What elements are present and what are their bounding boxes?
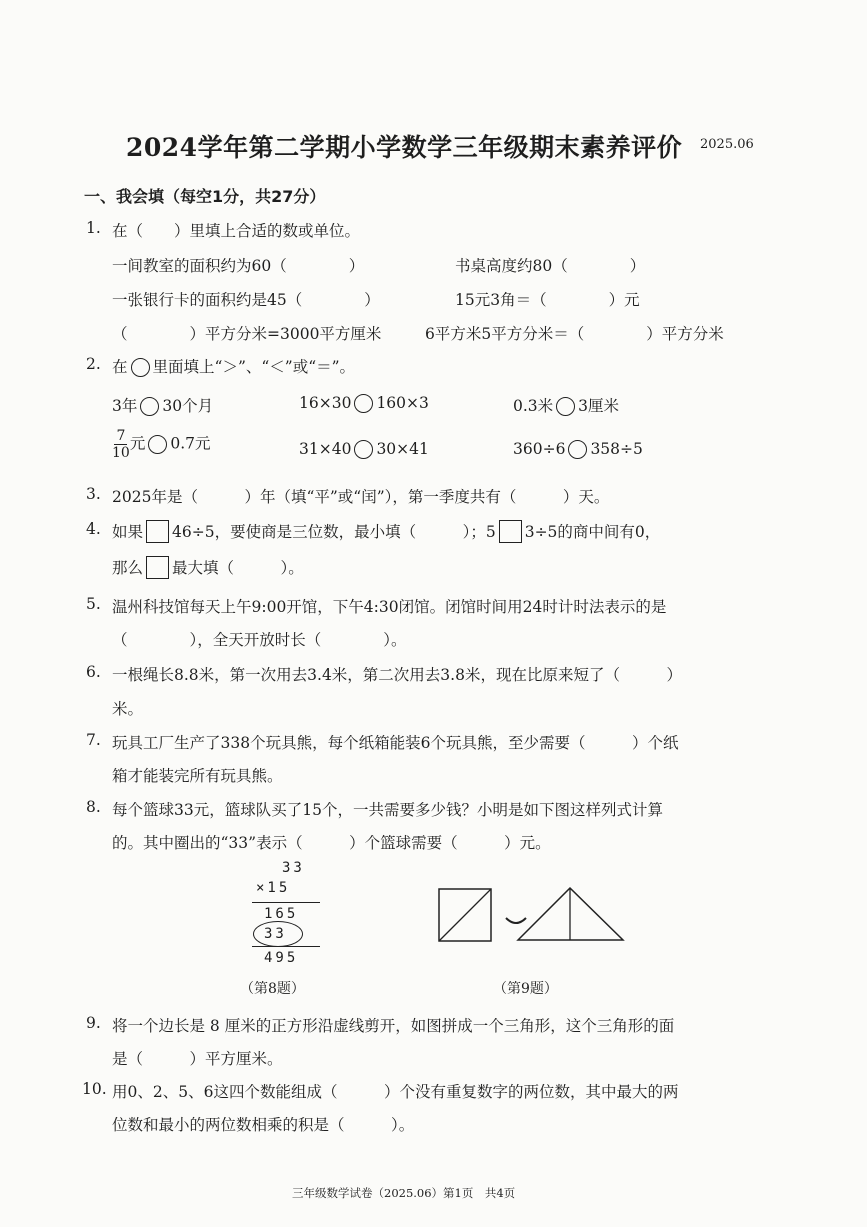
question-4-text-b: 46÷5，要使商是三位数，最小填（ ）；5 xyxy=(172,523,496,541)
question-1-item-b: 书桌高度约80（ ） xyxy=(455,257,646,275)
question-2-text xyxy=(112,355,355,377)
compare-e xyxy=(299,440,429,459)
fraction-seven-tenths xyxy=(112,428,130,461)
compare-b xyxy=(299,394,429,413)
blank-box-icon xyxy=(146,556,169,579)
compare-circle-icon xyxy=(148,435,167,454)
question-4-line-1 xyxy=(112,520,660,543)
question-10-line-1: 用0、2、5、6这四个数能组成（ ）个没有重复数字的两位数，其中最大的两 xyxy=(112,1083,679,1101)
question-7-number: 7. xyxy=(86,731,101,749)
question-8-line-1: 每个篮球33元，篮球队买了15个，一共需要多少钱？小明是如下图这样列式计算 xyxy=(112,801,663,819)
compare-e-left: 31×40 xyxy=(299,440,352,458)
question-4-line-2 xyxy=(112,556,304,579)
compare-circle-icon xyxy=(354,394,373,413)
question-5-line-2: （ ），全天开放时长（ ）。 xyxy=(112,631,407,649)
question-6-line-2: 米。 xyxy=(112,700,144,718)
calc-row-1: 33 xyxy=(282,860,305,876)
question-2-text-post: 里面填上“＞”、“＜”或“＝”。 xyxy=(152,358,356,376)
exam-date: 2025.06 xyxy=(700,137,754,152)
figure-8-caption: （第8题） xyxy=(240,981,305,997)
question-7-line-2: 箱才能装完所有玩具熊。 xyxy=(112,767,283,785)
question-4-text-d: 那么 xyxy=(112,559,144,577)
square-cut-line xyxy=(439,889,491,941)
compare-d-unit: 元 xyxy=(129,434,146,453)
question-8-number: 8. xyxy=(86,798,101,816)
question-5-line-1: 温州科技馆每天上午9:00开馆，下午4:30闭馆。闭馆时间用24时计时法表示的是 xyxy=(112,598,667,616)
compare-a-left: 3年 xyxy=(112,397,138,415)
question-2-text-pre: 在 xyxy=(112,358,128,376)
square-to-triangle-figure xyxy=(430,880,630,950)
question-4-text-a: 如果 xyxy=(112,523,144,541)
question-1-item-e: （ ）平方分米=3000平方厘米 xyxy=(112,325,382,343)
question-10-line-2: 位数和最小的两位数相乘的积是（ ）。 xyxy=(112,1116,415,1134)
multiplication-figure xyxy=(240,858,330,968)
question-8-line-2: 的。其中圈出的“33”表示（ ）个篮球需要（ ）元。 xyxy=(112,834,551,852)
question-1-text: 在（ ）里填上合适的数或单位。 xyxy=(112,222,361,240)
question-1-number: 1. xyxy=(86,219,101,237)
question-10-number: 10. xyxy=(82,1080,107,1098)
fraction-denominator: 10 xyxy=(112,445,130,462)
question-6-line-1: 一根绳长8.8米，第一次用去3.4米，第二次用去3.8米，现在比原来短了（ ） xyxy=(112,666,682,684)
compare-a xyxy=(112,394,213,416)
question-1-item-c: 一张银行卡的面积约是45（ ） xyxy=(112,291,380,309)
question-4-number: 4. xyxy=(86,520,101,538)
question-1-item-d: 15元3角＝（ ）元 xyxy=(455,291,640,309)
blank-box-icon xyxy=(499,520,522,543)
calc-line-1 xyxy=(252,902,320,903)
question-6-number: 6. xyxy=(86,663,101,681)
calc-row-5: 495 xyxy=(264,950,299,966)
question-4-text-c: 3÷5的商中间有0， xyxy=(524,523,661,541)
page-footer: 三年级数学试卷（2025.06）第1页 共4页 xyxy=(292,1186,516,1200)
question-5-number: 5. xyxy=(86,595,101,613)
calc-row-4: 33 xyxy=(264,926,287,942)
compare-c xyxy=(513,394,619,416)
page-title: 2024学年第二学期小学数学三年级期末素养评价 xyxy=(126,133,683,162)
calc-line-2 xyxy=(252,946,320,947)
question-7-line-1: 玩具工厂生产了338个玩具熊，每个纸箱能装6个玩具熊，至少需要（ ）个纸 xyxy=(112,734,679,752)
question-4-text-e: 最大填（ ）。 xyxy=(172,559,304,577)
question-1-item-a: 一间教室的面积约为60（ ） xyxy=(112,257,365,275)
figure-9-caption: （第9题） xyxy=(493,981,558,997)
compare-circle-icon xyxy=(568,440,587,459)
compare-d xyxy=(112,428,211,461)
question-2-number: 2. xyxy=(86,355,101,373)
compare-c-right: 3厘米 xyxy=(578,397,620,415)
question-9-number: 9. xyxy=(86,1014,101,1032)
compare-b-right: 160×3 xyxy=(376,394,429,412)
compare-circle-icon xyxy=(354,440,373,459)
calc-row-3: 165 xyxy=(264,906,299,922)
question-3-text: 2025年是（ ）年（填“平”或“闰”），第一季度共有（ ）天。 xyxy=(112,488,610,506)
transform-arc-icon xyxy=(506,918,526,923)
question-1-item-f: 6平方米5平方分米＝（ ）平方分米 xyxy=(425,325,724,343)
blank-box-icon xyxy=(146,520,169,543)
compare-f-left: 360÷6 xyxy=(513,440,566,458)
fraction-numerator: 7 xyxy=(116,428,126,444)
question-3-number: 3. xyxy=(86,485,101,503)
compare-a-right: 30个月 xyxy=(162,397,214,415)
compare-f xyxy=(513,440,643,459)
question-9-line-1: 将一个边长是 8 厘米的正方形沿虚线剪开，如图拼成一个三角形，这个三角形的面 xyxy=(112,1017,675,1035)
compare-e-right: 30×41 xyxy=(376,440,429,458)
section-heading: 一、我会填（每空1分，共27分） xyxy=(84,187,326,206)
compare-f-right: 358÷5 xyxy=(590,440,643,458)
compare-circle-icon xyxy=(556,397,575,416)
question-9-line-2: 是（ ）平方厘米。 xyxy=(112,1050,283,1068)
calc-row-2: ×15 xyxy=(256,880,291,896)
compare-circle-icon xyxy=(131,358,150,377)
calc-highlight-ellipse-icon xyxy=(253,921,303,947)
compare-b-left: 16×30 xyxy=(299,394,352,412)
compare-c-left: 0.3米 xyxy=(513,397,554,415)
compare-circle-icon xyxy=(140,397,159,416)
compare-d-right: 0.7元 xyxy=(170,434,211,453)
